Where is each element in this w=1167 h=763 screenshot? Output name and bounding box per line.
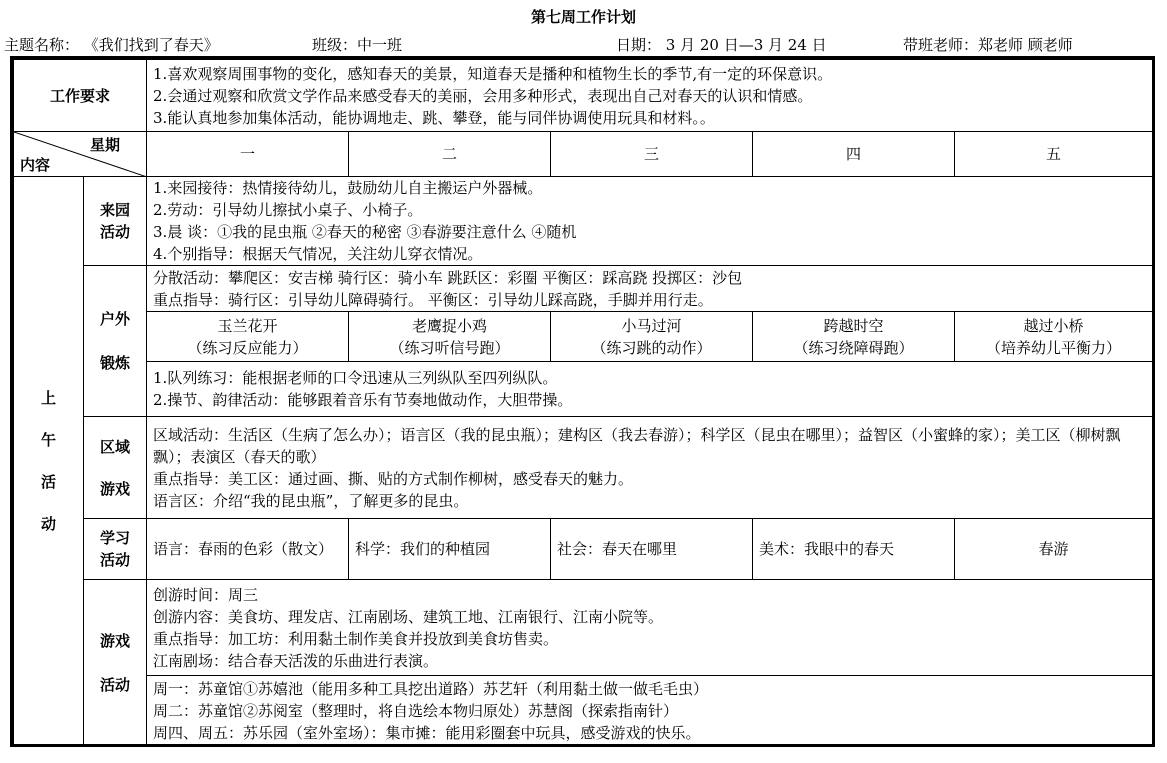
game-goal: （练习跳的动作） xyxy=(591,338,712,357)
day-header-thu: 四 xyxy=(753,132,955,177)
area-label xyxy=(84,417,147,519)
arrival-label-line: 来园 xyxy=(100,201,131,219)
theme-name: 主题名称： 《我们找到了春天》 xyxy=(4,36,219,54)
outdoor-label-line: 户外 xyxy=(100,310,131,328)
morning-label-char: 上 xyxy=(40,389,56,407)
outdoor-bottom-row xyxy=(14,362,1153,417)
content-label: 内容 xyxy=(20,156,51,174)
area-label-line: 区域 xyxy=(100,437,131,456)
area-item: 语言区：介绍“我的昆虫瓶”，了解更多的昆虫。 xyxy=(153,491,469,510)
games-item: 周二：苏童馆②苏阅室（整理时，将自选绘本物归原处）苏慧阁（探索指南针） xyxy=(153,701,679,720)
week-label: 星期 xyxy=(90,136,121,154)
plan-table xyxy=(13,59,1153,746)
outdoor-game-thu xyxy=(753,312,955,362)
study-label xyxy=(84,519,147,580)
outdoor-bottom-content xyxy=(147,362,1153,417)
requirement-item: 3.能认真地参加集体活动，能协调地走、跳、攀登，能与同伴协调使用玩具和材料。。 xyxy=(153,108,715,127)
outdoor-item: 1.队列练习：能根据老师的口令迅速从三列纵队至四列纵队。 xyxy=(153,369,558,387)
games-top-row xyxy=(14,580,1153,676)
requirements-content xyxy=(147,60,1153,132)
game-goal: （练习反应能力） xyxy=(187,338,308,357)
area-row xyxy=(14,417,1153,519)
area-label-line: 游戏 xyxy=(100,479,131,498)
morning-label-char: 午 xyxy=(40,431,56,449)
games-item: 重点指导：加工坊：利用黏土制作美食并投放到美食坊售卖。 xyxy=(153,629,559,648)
area-item: 重点指导：美工区：通过画、撕、贴的方式制作柳树，感受春天的魅力。 xyxy=(153,469,634,488)
header-row xyxy=(14,132,1153,177)
arrival-item: 1.来园接待：热情接待幼儿，鼓励幼儿自主搬运户外器械。 xyxy=(153,179,543,197)
arrival-label-line: 活动 xyxy=(100,223,131,241)
requirement-item: 1.喜欢观察周围事物的变化，感知春天的美景，知道春天是播种和植物生长的季节,有一定的环保意识。 xyxy=(153,64,833,83)
arrival-item: 4.个别指导：根据天气情况，关注幼儿穿衣情况。 xyxy=(153,245,483,263)
study-row xyxy=(14,519,1153,580)
study-label-line: 学习 xyxy=(100,529,131,547)
day-header-mon: 一 xyxy=(147,132,349,177)
outdoor-item: 分散活动：攀爬区：安吉梯 骑行区：骑小车 跳跃区：彩圈 平衡区：踩高跷 投掷区：沙包 xyxy=(153,268,743,287)
study-thu: 美术：我眼中的春天 xyxy=(753,519,955,580)
day-header-fri: 五 xyxy=(955,132,1153,177)
games-bottom-row xyxy=(14,676,1153,746)
game-goal: （练习绕障碍跑） xyxy=(793,338,914,357)
outdoor-game-tue xyxy=(349,312,551,362)
outdoor-top-row xyxy=(14,266,1153,312)
game-goal: （练习听信号跑） xyxy=(389,338,510,357)
outdoor-label xyxy=(84,266,147,417)
games-bottom-content xyxy=(147,676,1153,746)
arrival-item: 3.晨 谈：①我的昆虫瓶 ②春天的秘密 ③春游要注意什么 ④随机 xyxy=(153,223,577,241)
arrival-content xyxy=(147,177,1153,266)
outdoor-games-row xyxy=(14,312,1153,362)
outdoor-game-mon xyxy=(147,312,349,362)
morning-label-char: 动 xyxy=(40,515,56,533)
study-mon: 语言：春雨的色彩（散文） xyxy=(147,519,349,580)
study-label-line: 活动 xyxy=(100,551,131,569)
game-name: 越过小桥 xyxy=(1023,316,1084,335)
outdoor-item: 重点指导：骑行区：引导幼儿障碍骑行。 平衡区：引导幼儿踩高跷，手脚并用行走。 xyxy=(153,290,713,309)
area-item: 区域活动：生活区（生病了怎么办）；语言区（我的昆虫瓶）；建构区（我去春游）；科学区（昆虫在哪里）；益智区（小蜜蜂的家）；美工区（柳树飘飘）；表演区（春天的歌） xyxy=(153,425,1121,466)
diagonal-header-cell xyxy=(14,132,147,177)
games-item: 周四、周五：苏乐园（室外室场）：集市摊：能用彩圈套中玩具，感受游戏的快乐。 xyxy=(153,723,701,742)
game-name: 小马过河 xyxy=(621,316,682,335)
day-header-wed: 三 xyxy=(551,132,753,177)
morning-label xyxy=(14,177,84,746)
teachers: 带班老师：郑老师 顾老师 xyxy=(903,36,1073,54)
study-tue: 科学：我们的种植园 xyxy=(349,519,551,580)
games-item: 创游内容：美食坊、理发店、江南剧场、建筑工地、江南银行、江南小院等。 xyxy=(153,607,664,626)
games-top-content xyxy=(147,580,1153,676)
study-wed: 社会：春天在哪里 xyxy=(551,519,753,580)
games-item: 周一：苏童馆①苏嬉池（能用多种工具挖出道路）苏艺轩（利用黏土做一做毛毛虫） xyxy=(153,679,709,698)
games-label-line: 活动 xyxy=(100,675,131,694)
morning-label-char: 活 xyxy=(40,473,56,491)
arrival-item: 2.劳动：引导幼儿擦拭小桌子、小椅子。 xyxy=(153,201,423,219)
requirements-row xyxy=(14,60,1153,132)
games-item: 江南剧场：结合春天活泼的乐曲进行表演。 xyxy=(153,651,439,670)
game-name: 跨越时空 xyxy=(823,316,884,335)
game-goal: （培养幼儿平衡力） xyxy=(986,338,1122,357)
games-item: 创游时间：周三 xyxy=(153,585,259,604)
game-name: 玉兰花开 xyxy=(217,316,278,335)
day-header-tue: 二 xyxy=(349,132,551,177)
requirement-item: 2.会通过观察和欣赏文学作品来感受春天的美丽，会用多种形式，表现出自己对春天的认识和情感。 xyxy=(153,86,813,105)
area-content xyxy=(147,417,1153,519)
requirements-label: 工作要求 xyxy=(14,60,147,132)
outdoor-game-fri xyxy=(955,312,1153,362)
study-fri: 春游 xyxy=(955,519,1153,580)
class-name: 班级：中一班 xyxy=(312,36,403,54)
outdoor-game-wed xyxy=(551,312,753,362)
outdoor-item: 2.操节、韵律活动：能够跟着音乐有节奏地做动作，大胆带操。 xyxy=(153,391,573,409)
game-name: 老鹰捉小鸡 xyxy=(412,316,488,335)
date-range: 日期： 3 月 20 日—3 月 24 日 xyxy=(616,36,827,54)
games-label xyxy=(84,580,147,746)
arrival-label xyxy=(84,177,147,266)
arrival-row xyxy=(14,177,1153,266)
games-label-line: 游戏 xyxy=(100,631,131,650)
outdoor-label-line: 锻炼 xyxy=(100,354,131,372)
page-title: 第七周工作计划 xyxy=(530,8,636,26)
outdoor-top-content xyxy=(147,266,1153,312)
